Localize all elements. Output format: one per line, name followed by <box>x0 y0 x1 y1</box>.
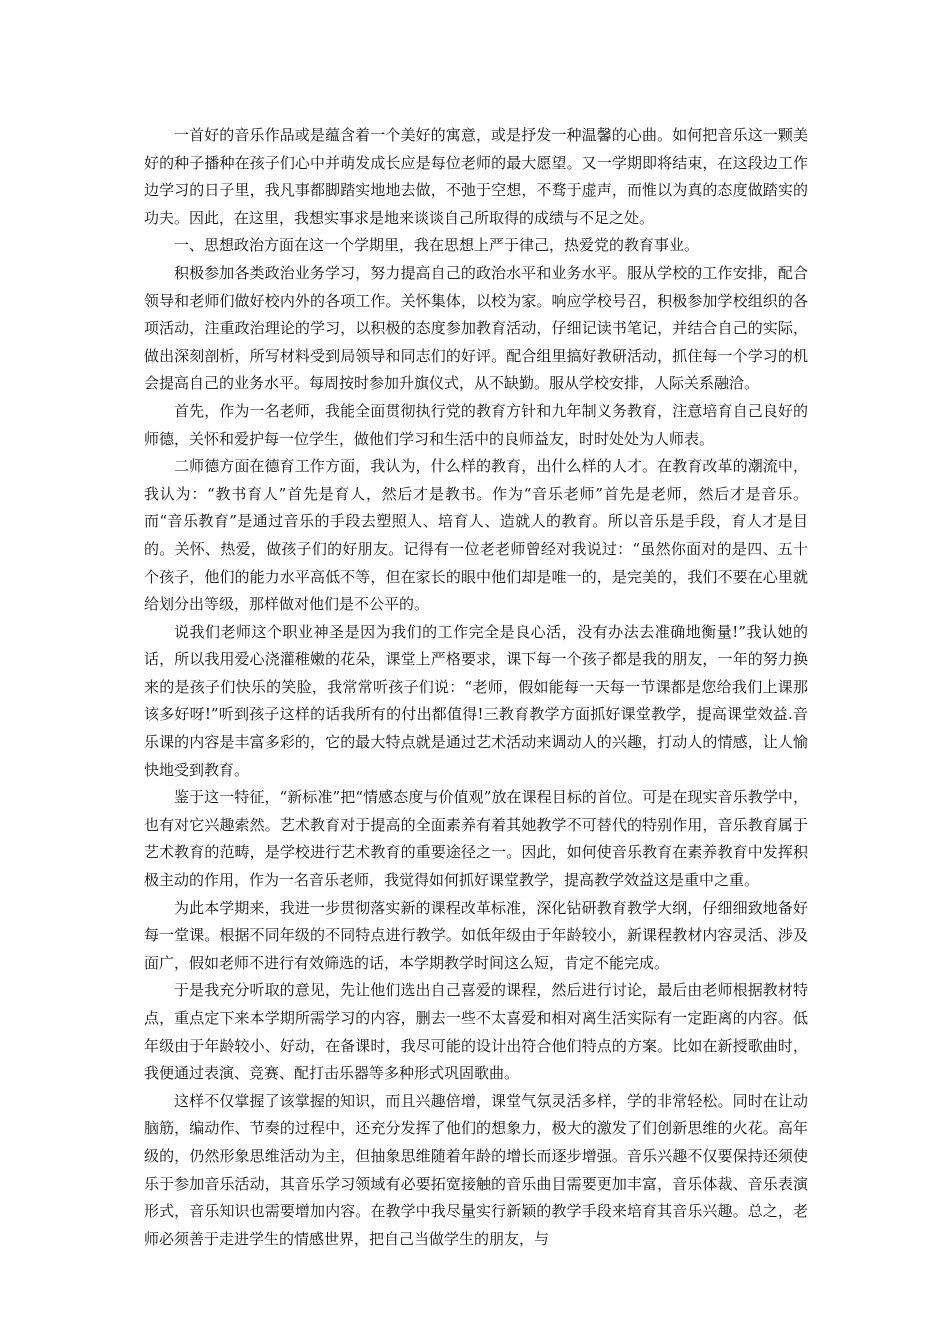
paragraph-political-study: 积极参加各类政治业务学习，努力提高自己的政治水平和业务水平。服从学校的工作安排，配合领导和老师们做好校内外的各项工作。关怀集体，以校为家。响应学校号召，积极参加学校组织的各项活动，注重政治理论的学习，以积极的态度参加教育活动，仔细记读书笔记，并结合自己的实际，做出深刻剖析，所写材料受到局领导和同志们的好评。配合组里搞好教研活动，抓住每一个学习的机会提高自己的业务水平。每周按时参加升旗仪式，从不缺勤。服从学校安排，人际关系融洽。 <box>144 263 808 393</box>
paragraph-moral-education: 二师德方面在德育工作方面，我认为，什么样的教育，出什么样的人才。在教育改革的潮流中，我认为：“教书育人”首先是育人，然后才是教书。作为“音乐老师”首先是老师，然后才是音乐。而“音乐教育”是通过音乐的手段去塑照人、培育人、造就人的教育。所以音乐是手段，育人才是目的。关怀、热爱，做孩子们的好朋友。记得有一位老老师曾经对我说过：“虽然你面对的是四、五十个孩子，他们的能力水平高低不等，但在家长的眼中他们却是唯一的，是完美的，我们不要在心里就给划分出等级，那样做对他们是不公平的。 <box>144 457 808 614</box>
paragraph-course-selection: 于是我充分听取的意见，先让他们选出自己喜爱的课程，然后进行讨论，最后由老师根据教材特点，重点定下来本学期所需学习的内容，删去一些不太喜爱和相对离生活实际有一定距离的内容。低年级由于年龄较小、好动，在备课时，我尽可能的设计出符合他们特点的方案。比如在新授歌曲时，我便通过表演、竞赛、配打击乐器等多种形式巩固歌曲。 <box>144 981 808 1083</box>
paragraph-intro: 一首好的音乐作品或是蕴含着一个美好的寓意，或是抒发一种温馨的心曲。如何把音乐这一颗美好的种子播种在孩子们心中并萌发成长应是每位老师的最大愿望。又一学期即将结束，在这段边工作边学习的日子里，我凡事都脚踏实地地去做，不弛于空想，不骛于虚声，而惟以为真的态度做踏实的功夫。因此，在这里，我想实事求是地来谈谈自己所取得的成绩与不足之处。 <box>144 126 808 227</box>
paragraph-curriculum-reform: 为此本学期来，我进一步贯彻落实新的课程改革标准，深化钻研教育教学大纲，仔细细致地备好每一堂课。根据不同年级的不同特点进行教学。如低年级由于年龄较小，新课程教材内容灵活、涉及面广，假如老师不进行有效筛选的话，本学期教学时间这么短，肯定不能完成。 <box>144 898 808 972</box>
paragraph-new-standard: 鉴于这一特征，“新标准”把“情感态度与价值观”放在课程目标的首位。可是在现实音乐教学中，也有对它兴趣索然。艺术教育对于提高的全面素养有着其她教学不可替代的特别作用，音乐教育属于艺术教育的范畴，是学校进行艺术教育的重要途径之一。因此，如何使音乐教育在素养教育中发挥积极主动的作用，作为一名音乐老师，我觉得如何抓好课堂教学，提高教学效益这是重中之重。 <box>144 788 808 890</box>
paragraph-interest-building: 这样不仅掌握了该掌握的知识，而且兴趣倍增，课堂气氛灵活多样，学的非常轻松。同时在让动脑筋，编动作、节奏的过程中，还充分发挥了他们的想象力，极大的激发了们创新思维的火花。高年级的，仍然形象思维活动为主，但抽象思维随着年龄的增长而逐步增强。音乐兴趣不仅要保持还须使乐于参加音乐活动，其音乐学习领域有必要拓宽接触的音乐曲目需要更加丰富，音乐体裁、音乐表演形式，音乐知识也需要增加内容。在教学中我尽量实行新颖的教学手段来培育其音乐兴趣。总之，老师必须善于走进学生的情感世界，把自己当做学生的朋友，与 <box>144 1091 808 1248</box>
paragraph-political-heading: 一、思想政治方面在这一个学期里，我在思想上严于律己，热爱党的教育事业。 <box>174 236 700 255</box>
paragraph-conscience-work: 说我们老师这个职业神圣是因为我们的工作完全是良心活，没有办法去准确地衡量!”我认她的话，所以我用爱心浇灌稚嫩的花朵，课堂上严格要求，课下每一个孩子都是我的朋友，一年的努力换来的是孩子们快乐的笑脸，我常常听孩子们说：“老师，假如能每一天每一节课都是您给我们上课那该多好呀!”听到孩子这样的话我所有的付出都值得!三教育教学方面抓好课堂教学，提高课堂效益.音乐课的内容是丰富多彩的，它的最大特点就是通过艺术活动来调动人的兴趣，打动人的情感，让人愉快地受到教育。 <box>144 622 808 779</box>
document-page <box>144 122 808 1253</box>
paragraph-teacher-ethics: 首先，作为一名老师，我能全面贯彻执行党的教育方针和九年制义务教育，注意培育自己良好的师德，关怀和爱护每一位学生，做他们学习和生活中的良师益友，时时处处为人师表。 <box>144 401 808 448</box>
